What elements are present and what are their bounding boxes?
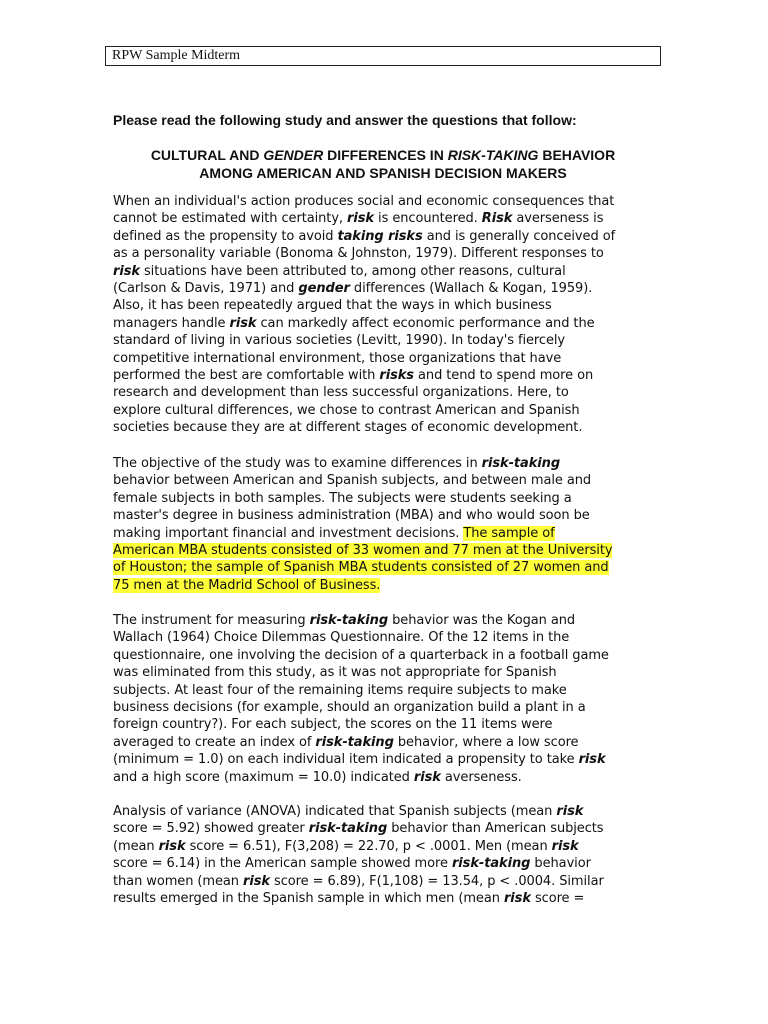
text-segment: explore cultural differences, we chose to contrast American and Spanish — [113, 402, 580, 418]
text-line — [113, 402, 673, 419]
text-segment: master's degree in business administration (MBA) and who would soon be — [113, 508, 590, 524]
text-segment: is encountered. — [373, 211, 482, 227]
text-segment: averseness. — [440, 769, 522, 785]
text-line — [113, 559, 673, 576]
text-segment: business decisions (for example, should an organization build a plant in a — [113, 700, 586, 716]
text-segment: making important financial and investment decisions. — [113, 525, 464, 541]
emphasized-term: Risk — [481, 211, 513, 227]
emphasized-term: risk — [413, 769, 441, 785]
text-line — [113, 315, 673, 332]
title-line-1 — [113, 146, 653, 164]
emphasized-term: gender — [298, 281, 350, 297]
text-line — [113, 820, 673, 837]
text-segment: societies because they are at different stages of economic development. — [113, 420, 583, 436]
emphasized-term: risks — [379, 368, 414, 384]
text-segment: behavior between American and Spanish subjects, and between male and — [113, 473, 592, 489]
text-line — [113, 577, 673, 594]
text-segment: behavior, where a low score — [393, 734, 579, 750]
instruction-text: Please read the following study and answer the questions that follow: — [113, 112, 577, 128]
text-segment: research and development than less successful organizations. Here, to — [113, 385, 569, 401]
title-line-2: AMONG AMERICAN AND SPANISH DECISION MAKERS — [199, 165, 567, 181]
text-segment: subjects. At least four of the remaining items require subjects to make — [113, 682, 567, 698]
text-line — [113, 419, 673, 436]
text-line — [113, 455, 673, 472]
text-segment: score = 5.92) showed greater — [113, 821, 309, 837]
text-segment: The instrument for measuring — [113, 613, 310, 628]
document-header — [105, 46, 661, 66]
text-segment: score = — [530, 891, 585, 907]
text-segment: (mean — [113, 838, 159, 854]
paragraph-2 — [113, 455, 673, 594]
emphasized-term: risk — [113, 263, 140, 279]
text-segment: performed the best are comfortable with — [113, 368, 380, 384]
text-segment: results emerged in the Spanish sample in which men (mean — [113, 891, 504, 907]
text-segment: BEHAVIOR — [538, 147, 616, 163]
highlighted-text: American MBA students consisted of 33 women and 77 men at the University — [113, 543, 613, 559]
text-segment: as a personality variable (Bonoma & Johnston, 1979). Different responses to — [113, 246, 604, 262]
emphasized-term: risk — [243, 873, 270, 889]
text-segment: DIFFERENCES IN — [323, 147, 448, 163]
text-segment: female subjects in both samples. The subjects were students seeking a — [113, 490, 572, 506]
text-line — [113, 490, 673, 507]
emphasized-term: risk-taking — [309, 613, 389, 628]
text-line — [113, 664, 673, 681]
text-segment: and tend to spend more on — [413, 368, 594, 384]
text-line — [113, 507, 673, 524]
header-label: RPW Sample Midterm — [112, 48, 241, 63]
text-line — [113, 838, 673, 855]
text-segment: (minimum = 1.0) on each individual item indicated a propensity to take — [113, 752, 579, 768]
text-segment: behavior than American subjects — [387, 821, 604, 837]
text-line — [113, 769, 673, 786]
text-segment: situations have been attributed to, among other reasons, cultural — [139, 263, 566, 279]
text-segment: and is generally conceived of — [422, 228, 616, 244]
text-segment: and a high score (maximum = 10.0) indicated — [113, 769, 414, 785]
text-segment: managers handle — [113, 315, 230, 331]
italic-term: RISK-TAKING — [447, 147, 539, 163]
text-segment: score = 6.89), F(1,108) = 13.54, p < .0004. Similar — [269, 873, 604, 889]
text-segment: averaged to create an index of — [113, 734, 316, 750]
text-line — [113, 472, 673, 489]
text-line — [113, 263, 673, 280]
text-line — [113, 384, 673, 401]
text-segment: defined as the propensity to avoid — [113, 228, 338, 244]
text-segment: CULTURAL AND — [150, 147, 264, 163]
paragraph-1 — [113, 193, 673, 437]
paragraph-3 — [113, 612, 673, 786]
text-line — [113, 193, 673, 210]
text-line — [113, 647, 673, 664]
emphasized-term: risk — [578, 752, 606, 768]
text-segment: differences (Wallach & Kogan, 1959). — [349, 281, 593, 297]
highlighted-text: 75 men at the Madrid School of Business. — [113, 577, 381, 593]
text-line — [113, 210, 673, 227]
emphasized-term: risk — [229, 315, 257, 331]
text-line — [113, 699, 673, 716]
emphasized-term: risk-taking — [481, 456, 561, 471]
text-line — [113, 734, 673, 751]
text-segment: averseness is — [512, 211, 604, 227]
text-line — [113, 873, 673, 890]
text-segment: questionnaire, one involving the decision of a quarterback in a football game — [113, 647, 609, 663]
text-line — [113, 542, 673, 559]
text-segment: The objective of the study was to examine differences in — [113, 456, 482, 471]
text-segment: behavior — [530, 856, 591, 872]
text-segment: can markedly affect economic performance and the — [256, 315, 595, 331]
text-line — [113, 682, 673, 699]
text-line — [113, 297, 673, 314]
text-segment: (Carlson & Davis, 1971) and — [113, 281, 299, 297]
emphasized-term: taking risks — [337, 228, 423, 244]
study-title — [113, 146, 653, 182]
emphasized-term: risk — [556, 804, 584, 819]
text-line — [113, 716, 673, 733]
text-line — [113, 350, 673, 367]
text-line — [113, 525, 673, 542]
text-line — [113, 803, 673, 820]
text-line — [113, 855, 673, 872]
text-line — [113, 245, 673, 262]
text-line — [113, 280, 673, 297]
italic-term: GENDER — [263, 147, 324, 163]
text-segment: than women (mean — [113, 873, 244, 889]
highlighted-text: of Houston; the sample of Spanish MBA students consisted of 27 women and — [113, 560, 609, 576]
text-line — [113, 629, 673, 646]
text-line — [113, 612, 673, 629]
emphasized-term: risk-taking — [308, 821, 388, 837]
text-line — [113, 332, 673, 349]
text-segment: Also, it has been repeatedly argued that the ways in which business — [113, 298, 552, 314]
text-segment: standard of living in various societies (Levitt, 1990). In today's fiercely — [113, 333, 566, 349]
text-line — [113, 890, 673, 907]
text-segment: foreign country?). For each subject, the scores on the 11 items were — [113, 717, 553, 733]
text-segment: Analysis of variance (ANOVA) indicated that Spanish subjects (mean — [113, 804, 557, 819]
text-segment: was eliminated from this study, as it was not appropriate for Spanish — [113, 665, 557, 681]
emphasized-term: risk — [347, 211, 374, 227]
emphasized-term: risk — [551, 838, 579, 854]
text-segment: cannot be estimated with certainty, — [113, 211, 348, 227]
emphasized-term: risk — [158, 838, 186, 854]
text-segment: score = 6.51), F(3,208) = 22.70, p < .0001. Men (mean — [185, 838, 552, 854]
text-segment: When an individual's action produces social and economic consequences that — [113, 194, 615, 209]
highlighted-text: The sample of — [463, 525, 555, 541]
text-segment: behavior was the Kogan and — [388, 613, 576, 628]
paragraph-4 — [113, 803, 673, 907]
emphasized-term: risk-taking — [315, 734, 394, 750]
text-line — [113, 367, 673, 384]
text-segment: score = 6.14) in the American sample showed more — [113, 856, 452, 872]
text-segment: competitive international environment, those organizations that have — [113, 350, 562, 366]
text-line — [113, 751, 673, 768]
text-segment: Wallach (1964) Choice Dilemmas Questionnaire. Of the 12 items in the — [113, 630, 570, 646]
emphasized-term: risk-taking — [451, 856, 531, 872]
text-line — [113, 228, 673, 245]
emphasized-term: risk — [503, 891, 531, 907]
